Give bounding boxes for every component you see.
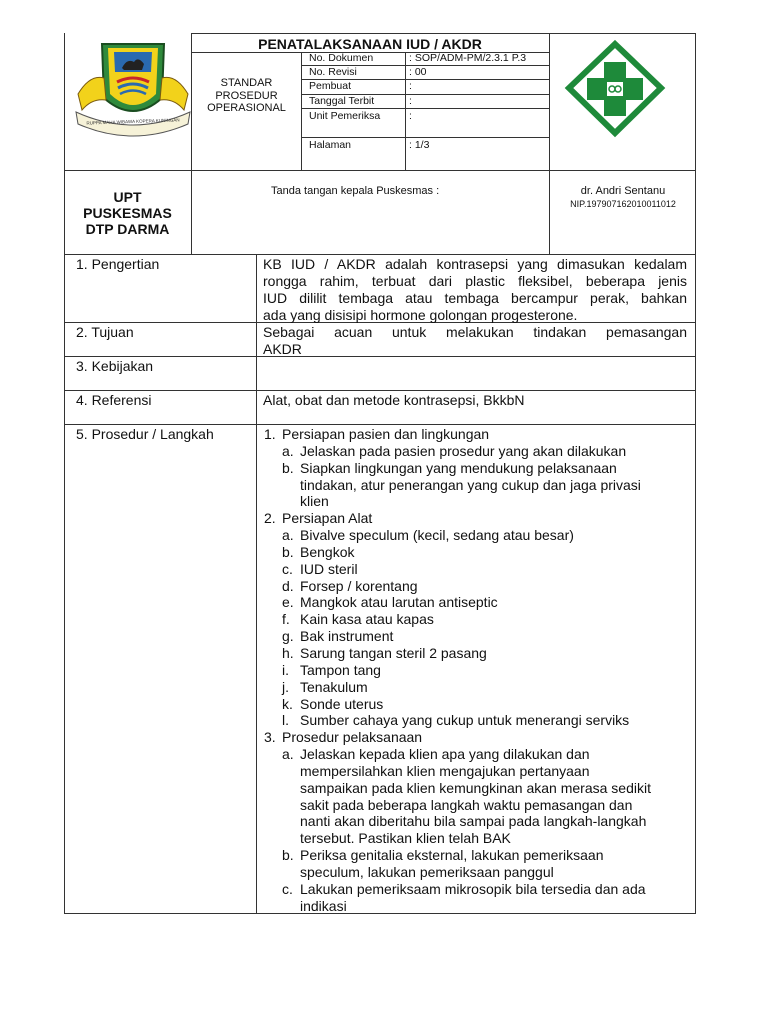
meta-label-author: Pembuat	[309, 80, 352, 92]
meta-label-page: Halaman	[309, 139, 352, 151]
item-line: Mangkok atau larutan antiseptic	[300, 594, 498, 611]
item-line: tersebut. Pastikan klien telah BAK	[300, 830, 511, 847]
section-text-referensi: Alat, obat dan metode kontrasepsi, BkkbN	[263, 392, 525, 408]
procedure-item	[264, 645, 694, 662]
item-line: tindakan, atur penerangan yang cukup dan jaga privasi	[300, 476, 641, 493]
procedure-step	[264, 729, 694, 746]
item-marker: f.	[282, 611, 290, 628]
meta-value-doc-no: : SOP/ADM-PM/2.3.1 P.3	[409, 52, 527, 64]
item-line: Sarung tangan steril 2 pasang	[300, 644, 487, 661]
procedure-item	[264, 594, 694, 611]
crest-ribbon-text: RUPPA MAHA WIBAWA KOPERA KUNINGAN	[86, 117, 180, 126]
item-marker: e.	[282, 594, 294, 611]
procedure-item	[264, 527, 694, 544]
tujuan-line-2: AKDR	[263, 341, 302, 357]
item-line: Jelaskan pada pasien prosedur yang akan dilakukan	[300, 442, 627, 459]
item-line: speculum, lakukan pemeriksaan panggul	[300, 863, 554, 880]
head-nip: NIP.197907162010011012	[570, 199, 676, 209]
procedure-item	[264, 611, 694, 628]
procedure-item	[264, 881, 694, 915]
procedure-item	[264, 847, 694, 881]
item-marker: c.	[282, 880, 293, 897]
org-name-line-2: PUSKESMAS	[83, 205, 172, 221]
item-marker: d.	[282, 577, 294, 594]
item-marker: k.	[282, 695, 293, 712]
item-line: Jelaskan kepada klien apa yang dilakukan dan	[300, 746, 590, 763]
item-line: nanti akan diberitahu bila sampai pada langkah-langkah	[300, 813, 647, 830]
item-line: sampaikan pada klien kemungkinan akan merasa sedikit	[300, 779, 651, 796]
item-marker: a.	[282, 746, 294, 763]
item-line: Tenakulum	[300, 678, 368, 695]
procedure-step	[264, 426, 694, 443]
item-marker: a.	[282, 527, 294, 544]
section-text-tujuan	[263, 324, 687, 358]
item-marker: c.	[282, 560, 293, 577]
item-line: Lakukan pemeriksaam mikrosopik bila tersedia dan ada	[300, 880, 646, 897]
procedure-item	[264, 662, 694, 679]
meta-value-issue-date: :	[409, 95, 412, 107]
procedure-item	[264, 628, 694, 645]
item-line: klien	[300, 493, 329, 510]
procedure-item	[264, 746, 694, 847]
item-marker: g.	[282, 628, 294, 645]
procedure-item	[264, 443, 694, 460]
item-line: Siapkan lingkungan yang mendukung pelaksanaan	[300, 459, 617, 476]
section-label-tujuan: 2. Tujuan	[76, 324, 134, 340]
sop-label	[192, 77, 301, 115]
signature-label: Tanda tangan kepala Puskesmas :	[271, 185, 440, 197]
item-line: Tampon tang	[300, 661, 381, 678]
sop-label-line-2: PROSEDUR	[215, 89, 278, 102]
document-title: PENATALAKSANAAN IUD / AKDR	[258, 36, 482, 52]
meta-label-issue-date: Tanggal Terbit	[309, 95, 375, 107]
meta-value-page: : 1/3	[409, 139, 430, 151]
item-marker: l.	[282, 712, 289, 729]
org-name-line-3: DTP DARMA	[85, 221, 170, 237]
item-line: Sumber cahaya yang cukup untuk menerangi serviks	[300, 712, 630, 729]
procedure-item	[264, 544, 694, 561]
section-label-kebijakan: 3. Kebijakan	[76, 358, 154, 374]
section-text-pengertian	[263, 256, 687, 324]
pengertian-line-3: IUD dililit tembaga atau tembaga bercampur perak, bahkan	[263, 290, 687, 306]
pengertian-line-1: KB IUD / AKDR adalah kontrasepsi yang dimasukan kedalam	[263, 256, 687, 272]
puskesmas-green-cross-logo	[561, 38, 670, 139]
procedure-item	[264, 712, 694, 729]
procedure-steps	[264, 426, 694, 914]
item-marker: b.	[282, 543, 294, 560]
procedure-item	[264, 679, 694, 696]
sop-label-line-3: OPERASIONAL	[207, 102, 286, 114]
procedure-item	[264, 578, 694, 595]
item-line: Sonde uterus	[300, 695, 384, 712]
item-line: Bivalve speculum (kecil, sedang atau besar)	[300, 527, 574, 544]
item-line: mempersilahkan klien mengajukan pertanyaan	[300, 762, 590, 779]
procedure-step	[264, 510, 694, 527]
item-marker: i.	[282, 661, 289, 678]
step-title: Persiapan Alat	[282, 510, 373, 527]
step-number: 2.	[264, 510, 276, 527]
item-line: Bak instrument	[300, 628, 394, 645]
item-line: Periksa genitalia eksternal, lakukan pemeriksaan	[300, 847, 604, 864]
item-marker: j.	[282, 678, 289, 695]
meta-label-doc-no: No. Dokumen	[309, 52, 374, 64]
step-number: 1.	[264, 426, 276, 442]
procedure-item	[264, 460, 694, 511]
org-name-line-1: UPT	[113, 189, 142, 205]
item-marker: b.	[282, 847, 294, 864]
item-line: indikasi	[300, 897, 347, 914]
item-line: sakit pada beberapa langkah waktu pemasangan dan	[300, 796, 633, 813]
meta-value-revision: : 00	[409, 66, 427, 78]
section-label-prosedur: 5. Prosedur / Langkah	[76, 426, 214, 442]
meta-label-revision: No. Revisi	[309, 66, 357, 78]
procedure-item	[264, 696, 694, 713]
step-number: 3.	[264, 729, 276, 746]
step-title: Persiapan pasien dan lingkungan	[282, 426, 490, 442]
tujuan-line-1: Sebagai acuan untuk melakukan tindakan pemasangan	[263, 324, 687, 340]
meta-label-unit: Unit Pemeriksa	[309, 110, 381, 122]
item-line: Kain kasa atau kapas	[300, 611, 434, 628]
head-name: dr. Andri Sentanu	[580, 185, 666, 197]
item-marker: b.	[282, 459, 294, 476]
item-marker: h.	[282, 644, 294, 661]
section-label-pengertian: 1. Pengertian	[76, 256, 160, 272]
item-marker: a.	[282, 442, 294, 459]
pengertian-line-2: rongga rahim, terbuat dari plastic fleksibel, beberapa jenis	[263, 273, 687, 289]
section-label-referensi: 4. Referensi	[76, 392, 152, 408]
item-line: Forsep / korentang	[300, 577, 418, 594]
meta-value-unit: :	[409, 110, 412, 122]
org-name	[64, 189, 191, 237]
procedure-item	[264, 561, 694, 578]
item-line: Bengkok	[300, 543, 355, 560]
sop-label-line-1: STANDAR	[220, 77, 273, 89]
regency-crest-emblem	[72, 38, 194, 138]
meta-value-author: :	[409, 80, 412, 92]
step-title: Prosedur pelaksanaan	[282, 729, 423, 746]
item-line: IUD steril	[300, 560, 358, 577]
pengertian-line-4: ada yang disisipi hormone golongan progesterone.	[263, 307, 578, 323]
